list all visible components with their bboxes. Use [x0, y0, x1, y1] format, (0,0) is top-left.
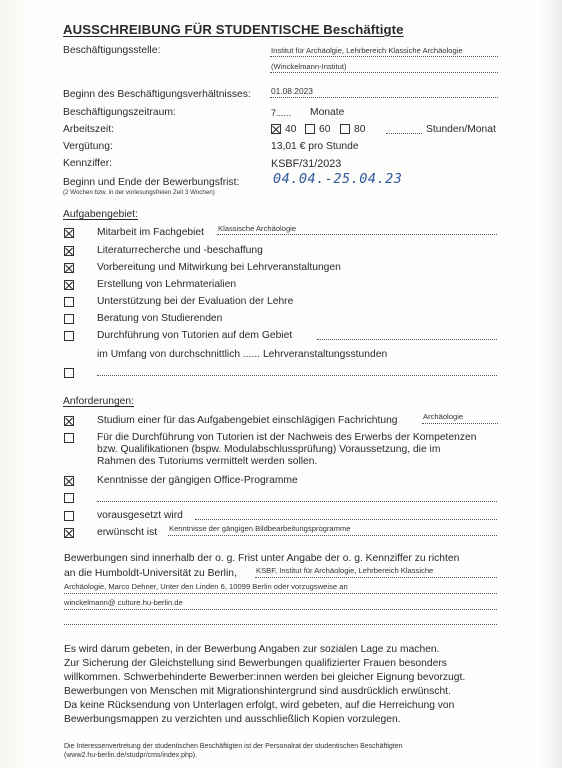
anforderungen-heading: Anforderungen: [63, 396, 134, 407]
bewerbung-fill3-line [64, 609, 497, 610]
aufgaben-item-5: Beratung von Studierenden [97, 313, 223, 324]
footer-line2: (www2.hu-berlin.de/studpr/cms/index.php). [64, 752, 198, 759]
bewerbung-extra-line [64, 624, 497, 625]
aufgaben-checkbox-4[interactable] [64, 297, 74, 307]
arbeitszeit-unit: Stunden/Monat [426, 124, 496, 135]
tutorien-line2: bzw. Qualifikationen (bspw. Modulabschlussprüfung) Voraussetzung, die im [97, 444, 441, 455]
bewerbung-line2: an die Humboldt-Universität zu Berlin, [64, 568, 237, 579]
aufgaben-heading: Aufgabengebiet: [63, 209, 139, 220]
studium-line [422, 423, 498, 424]
aufgaben-checkbox-3[interactable] [64, 280, 74, 290]
frist-label: Beginn und Ende der Bewerbungsfrist: [63, 177, 240, 188]
hinweis-4: Da keine Rücksendung von Unterlagen erfolgt, wird gebeten, auf die Herreichung von [64, 700, 455, 711]
tutorien-gebiet-line [317, 339, 497, 340]
erwuenscht-fill: Kenntnisse der gängigen Bildbearbeitungsprogramme [169, 524, 351, 533]
tutorien-line1: Für die Durchführung von Tutorien ist der Nachweis des Erwerbs der Kompetenzen [97, 432, 477, 443]
aufgaben-item-6: Durchführung von Tutorien auf dem Gebiet [97, 330, 293, 341]
tutorien-umfang: im Umfang von durchschnittlich ...... Lehrveranstaltungsstunden [97, 349, 388, 360]
vorausgesetzt-line [195, 519, 497, 520]
zeitraum-value: 7...... [271, 108, 292, 118]
erwuenscht-line [168, 535, 497, 536]
studium-checkbox[interactable] [64, 416, 74, 426]
stelle-value-line2: (Winckelmann-Institut) [271, 62, 347, 71]
aufgaben-item-3: Erstellung von Lehrmaterialien [97, 279, 237, 290]
aufgaben-other-line [97, 375, 497, 376]
aufgaben-item-1: Literaturrecherche und -beschaffung [97, 245, 263, 256]
beginn-line [270, 97, 498, 98]
arbeitszeit-other-line [386, 133, 422, 134]
leer-line [97, 501, 497, 502]
vorausgesetzt-checkbox[interactable] [64, 511, 74, 521]
verguetung-label: Vergütung: [63, 141, 113, 152]
bewerbung-fill1-line [255, 577, 497, 578]
aufgaben-item-2: Vorbereitung und Mitwirkung bei Lehrveranstaltungen [97, 262, 341, 273]
tutorien-line3: Rahmen des Tutoriums vermittelt werden sollen. [97, 456, 318, 467]
erwuenscht-text: erwünscht ist [97, 527, 158, 538]
aufgaben-checkbox-5[interactable] [64, 314, 74, 324]
verguetung-value: 13,01 € pro Stunde [271, 141, 359, 152]
beginn-label: Beginn des Beschäftigungsverhältnisses: [63, 89, 251, 100]
arbeitszeit-option-40: 40 [285, 124, 297, 135]
aufgaben-checkbox-0[interactable] [64, 228, 74, 238]
aufgaben-checkbox-1[interactable] [64, 246, 74, 256]
office-text: Kenntnisse der gängigen Office-Programme [97, 475, 298, 486]
frist-note: (2 Wochen bzw. in der vorlesungsfreien Zeit 3 Wochen) [63, 189, 215, 196]
aufgaben-checkbox-other[interactable] [64, 368, 74, 378]
aufgaben-item-0-line [217, 234, 497, 235]
aufgaben-item-4: Unterstützung bei der Evaluation der Lehre [97, 296, 294, 307]
aufgaben-item-0: Mitarbeit im Fachgebiet [97, 227, 205, 238]
hinweis-2: willkommen. Schwerbehinderte Bewerber:innen werden bei gleicher Eignung bevorzugt. [64, 672, 466, 683]
document-title: AUSSCHREIBUNG FÜR STUDENTISCHE Beschäftigte [63, 22, 404, 37]
arbeitszeit-checkbox-60[interactable] [305, 124, 315, 134]
beginn-value: 01.08.2023 [271, 86, 313, 96]
office-checkbox[interactable] [64, 476, 74, 486]
bewerbung-fill3: winckelmann@ culture.hu-berlin.de [64, 598, 183, 607]
zeitraum-label: Beschäftigungszeitraum: [63, 107, 176, 118]
leer-checkbox[interactable] [64, 493, 74, 503]
kennziffer-label: Kennziffer: [63, 158, 113, 169]
hinweis-5: Bewerbungsmappen zu verzichten und ausschließlich Kopien vorzulegen. [64, 714, 401, 725]
zeitraum-unit: Monate [310, 107, 345, 118]
stelle-line2 [270, 72, 498, 73]
arbeitszeit-option-80: 80 [354, 124, 366, 135]
studium-text: Studium einer für das Aufgabengebiet einschlägigen Fachrichtung [97, 415, 398, 426]
bewerbung-line1: Bewerbungen sind innerhalb der o. g. Frist unter Angabe der o. g. Kennziffer zu richten [64, 553, 460, 564]
erwuenscht-checkbox[interactable] [64, 528, 74, 538]
arbeitszeit-option-60: 60 [319, 124, 331, 135]
arbeitszeit-checkbox-40[interactable] [271, 124, 281, 134]
hinweis-1: Zur Sicherung der Gleichstellung sind Bewerbungen qualifizierter Frauen besonders [64, 658, 447, 669]
stelle-value-line1: Institut für Archäolgie, Lehrbereich Klassiche Archäologie [271, 46, 463, 55]
stelle-line1 [270, 56, 498, 57]
kennziffer-value: KSBF/31/2023 [271, 158, 342, 170]
tutorien-checkbox[interactable] [64, 433, 74, 443]
hinweis-0: Es wird darum gebeten, in der Bewerbung Angaben zur sozialen Lage zu machen. [64, 644, 440, 655]
bewerbung-fill2: Archäologie, Marco Dehner, Unter den Linden 6, 10099 Berlin oder vorzugsweise an [64, 582, 348, 591]
footer-line1: Die Interessenvertretung der studentischen Beschäftigten ist der Personalrat der studentischen Beschäftigten [64, 743, 403, 750]
arbeitszeit-checkbox-80[interactable] [340, 124, 350, 134]
aufgaben-checkbox-2[interactable] [64, 263, 74, 273]
aufgaben-item-0-fill: Klassische Archäologie [218, 224, 297, 233]
stelle-label: Beschäftigungsstelle: [63, 45, 161, 56]
arbeitszeit-label: Arbeitszeit: [63, 124, 114, 135]
bewerbung-fill1: KSBF, Institut für Archäologie, Lehrbereich Klassiche [256, 566, 434, 575]
studium-fill: Archäologie [423, 412, 464, 421]
vorausgesetzt-text: vorausgesetzt wird [97, 510, 183, 521]
bewerbung-fill2-line [64, 593, 497, 594]
aufgaben-checkbox-6[interactable] [64, 331, 74, 341]
frist-handwritten: 04.04.-25.04.23 [273, 171, 403, 187]
hinweis-3: Bewerbungen von Menschen mit Migrationshintergrund sind ausdrücklich erwünscht. [64, 686, 451, 697]
